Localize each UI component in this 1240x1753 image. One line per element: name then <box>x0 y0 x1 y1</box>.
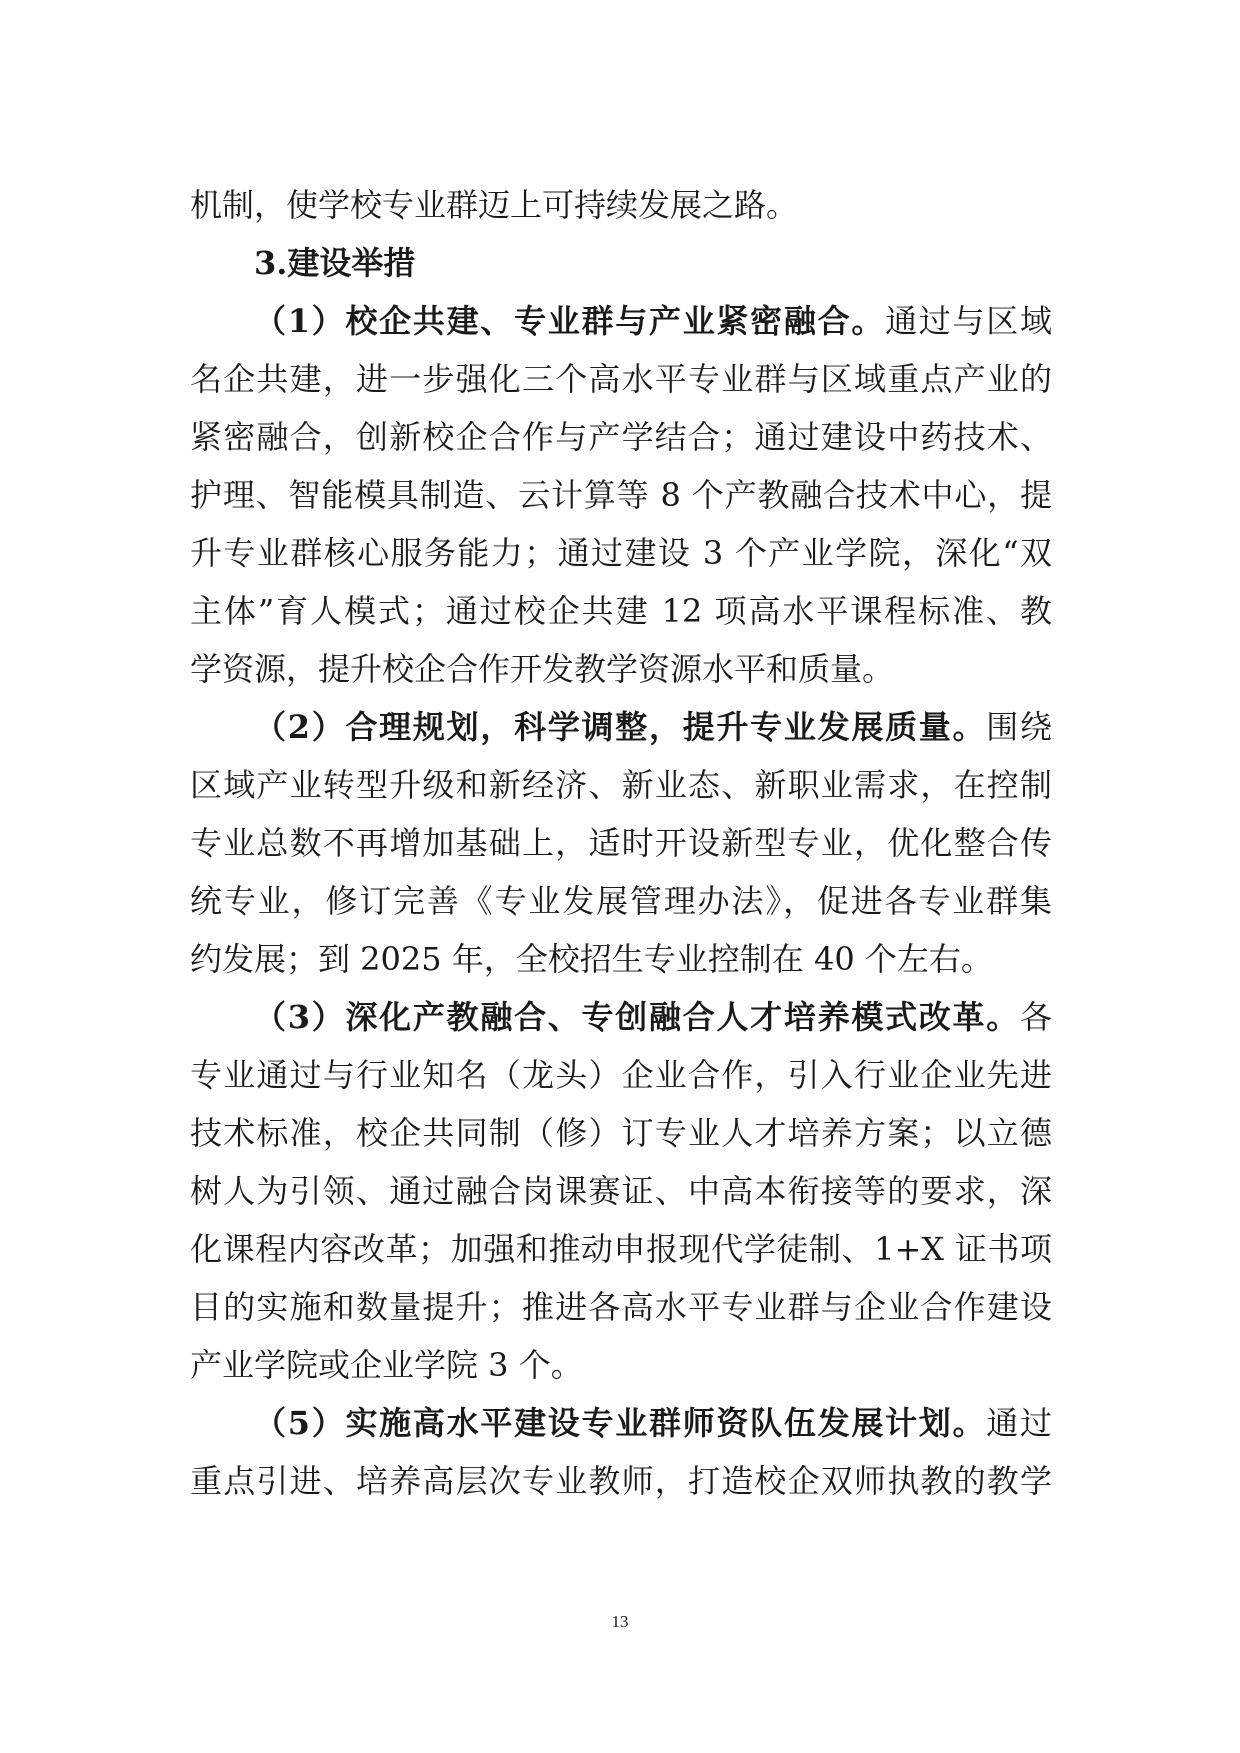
section-heading: 3.建设举措 <box>254 244 416 282</box>
paragraph-line: 专业总数不再增加基础上，适时开设新型专业，优化整合传 <box>190 824 1052 862</box>
item-heading: （3）深化产教融合、专创融合人才培养模式改革。 <box>254 998 1020 1036</box>
paragraph-line: 机制，使学校专业群迈上可持续发展之路。 <box>190 186 799 224</box>
paragraph-line: 约发展；到 2025 年，全校招生专业控制在 40 个左右。 <box>190 940 993 978</box>
paragraph-line: （5）实施高水平建设专业群师资队伍发展计划。通过 <box>254 1404 1052 1442</box>
paragraph-line: （1）校企共建、专业群与产业紧密融合。通过与区域 <box>254 302 1052 340</box>
paragraph-line: 名企共建，进一步强化三个高水平专业群与区域重点产业的 <box>190 360 1052 398</box>
paragraph-line: 区域产业转型升级和新经济、新业态、新职业需求，在控制 <box>190 766 1052 804</box>
paragraph-line: （2）合理规划，科学调整，提升专业发展质量。围绕 <box>254 708 1052 746</box>
item-heading: （2）合理规划，科学调整，提升专业发展质量。 <box>254 708 987 746</box>
paragraph-line: 升专业群核心服务能力；通过建设 3 个产业学院，深化“双 <box>190 534 1052 572</box>
item-heading: （1）校企共建、专业群与产业紧密融合。 <box>254 302 886 340</box>
paragraph-line: 目的实施和数量提升；推进各高水平专业群与企业合作建设 <box>190 1288 1052 1326</box>
paragraph-line: 专业通过与行业知名（龙头）企业合作，引入行业企业先进 <box>190 1056 1052 1094</box>
page-number: 13 <box>611 1612 629 1631</box>
paragraph-line: 主体”育人模式；通过校企共建 12 项高水平课程标准、教 <box>190 592 1052 630</box>
item-heading: （5）实施高水平建设专业群师资队伍发展计划。 <box>254 1404 987 1442</box>
paragraph-line: 产业学院或企业学院 3 个。 <box>190 1346 583 1384</box>
paragraph-line: 学资源，提升校企合作开发教学资源水平和质量。 <box>190 650 895 688</box>
paragraph-line: 技术标准，校企共同制（修）订专业人才培养方案；以立德 <box>190 1114 1052 1152</box>
paragraph-line: 化课程内容改革；加强和推动申报现代学徒制、1+X 证书项 <box>190 1230 1052 1268</box>
paragraph-line: 统专业，修订完善《专业发展管理办法》，促进各专业群集 <box>190 882 1052 920</box>
paragraph-line: 紧密融合，创新校企合作与产学结合；通过建设中药技术、 <box>190 418 1052 456</box>
paragraph-line: （3）深化产教融合、专创融合人才培养模式改革。各 <box>254 998 1052 1036</box>
paragraph-line: 树人为引领、通过融合岗课赛证、中高本衔接等的要求，深 <box>190 1172 1052 1210</box>
paragraph-line: 护理、智能模具制造、云计算等 8 个产教融合技术中心，提 <box>190 476 1052 514</box>
paragraph-line: 重点引进、培养高层次专业教师，打造校企双师执教的教学 <box>190 1462 1052 1500</box>
